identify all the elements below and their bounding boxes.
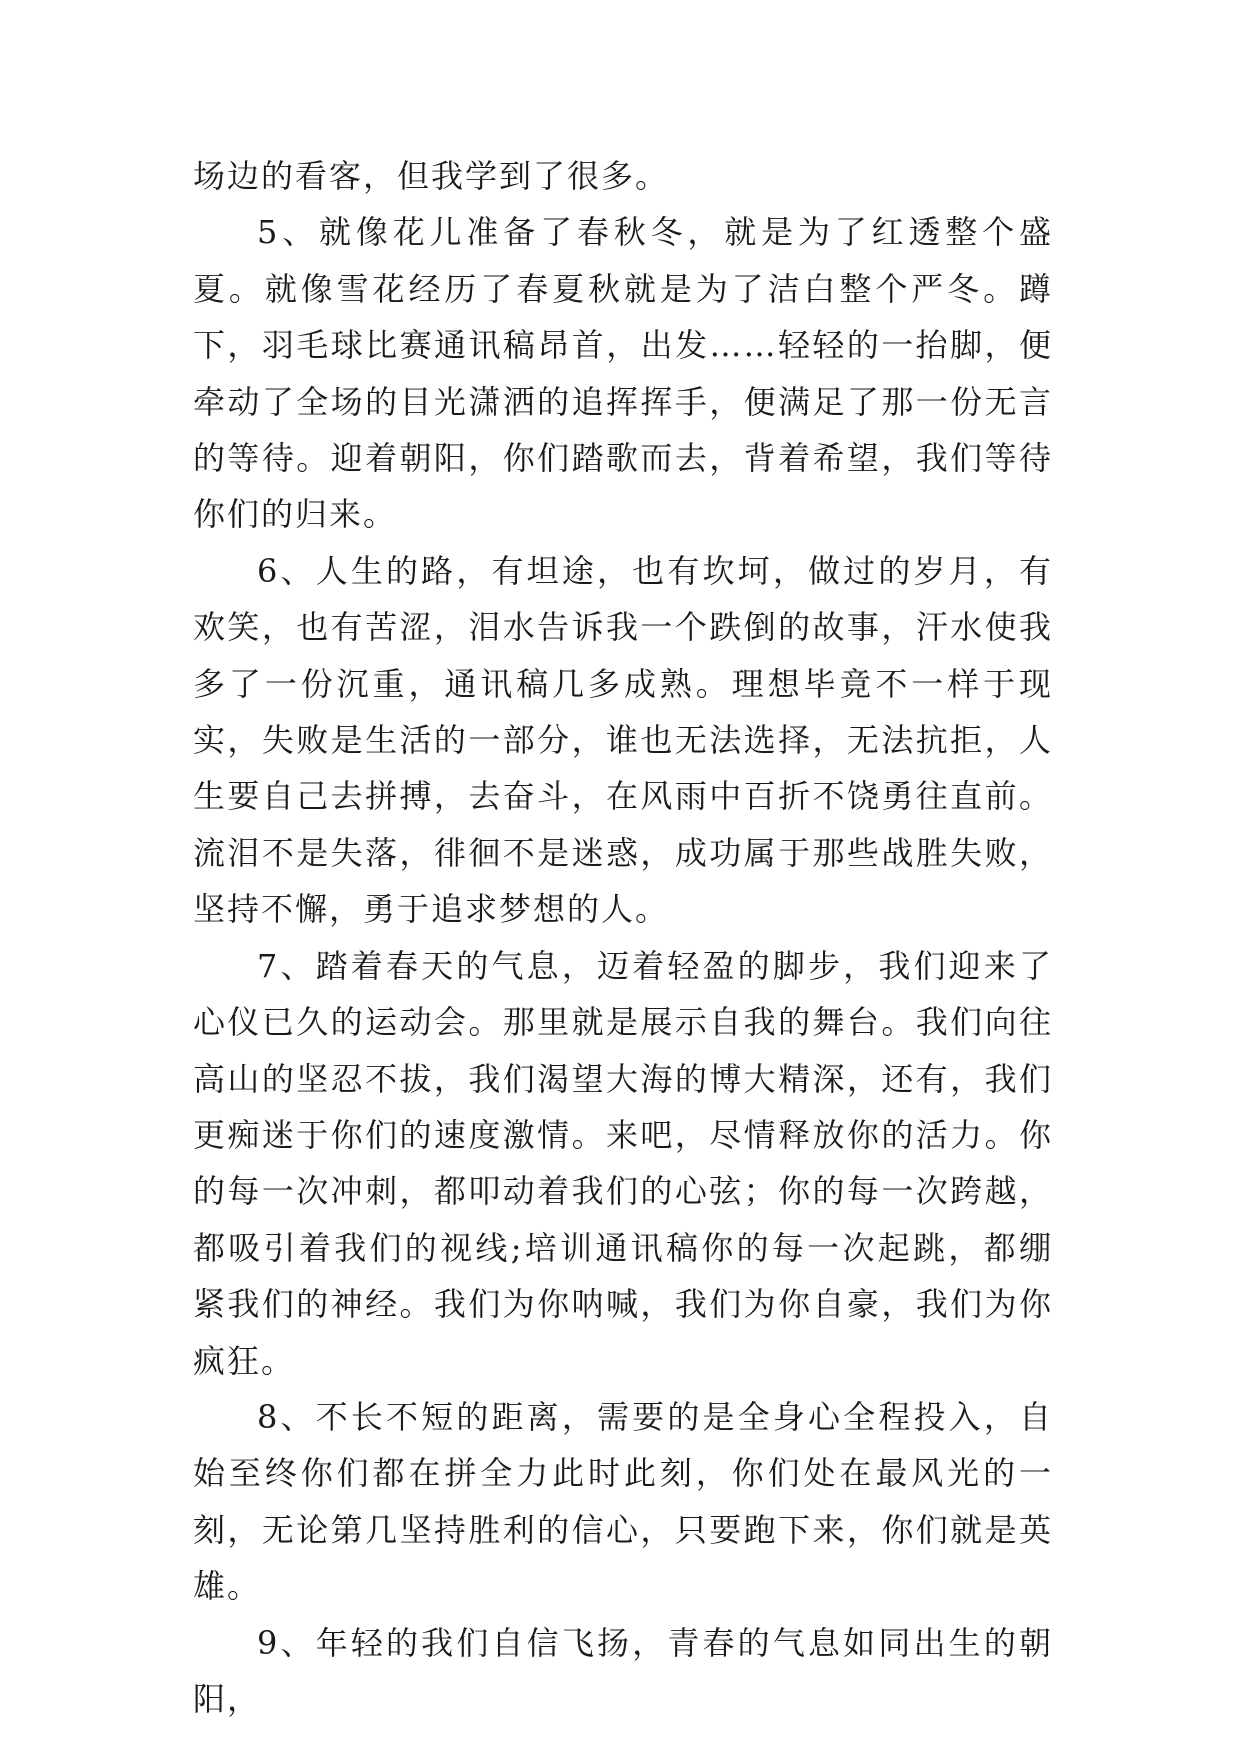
paragraph-6: 6、人生的路，有坦途，也有坎坷，做过的岁月，有欢笑，也有苦涩，泪水告诉我一个跌倒的故事，汗水使我多了一份沉重，通讯稿几多成熟。理想毕竟不一样于现实，失败是生活的一部分，谁也无法选择，无法抗拒，人生要自己去拼搏，去奋斗，在风雨中百折不饶勇往直前。流泪不是失落，徘徊不是迷惑，成功属于那些战胜失败，坚持不懈，勇于追求梦想的人。 bbox=[193, 551, 1053, 929]
paragraph-7: 7、踏着春天的气息，迈着轻盈的脚步，我们迎来了心仪已久的运动会。那里就是展示自我的舞台。我们向往高山的坚忍不拔，我们渴望大海的博大精深，还有，我们更痴迷于你们的速度激情。来吧，尽情释放你的活力。你的每一次冲刺，都叩动着我们的心弦；你的每一次跨越，都吸引着我们的视线;培训通讯稿你的每一次起跳，都绷紧我们的神经。我们为你呐喊，我们为你自豪，我们为你疯狂。 bbox=[193, 946, 1053, 1380]
paragraph-8: 8、不长不短的距离，需要的是全身心全程投入，自始至终你们都在拼全力此时此刻，你们处在最风光的一刻，无论第几坚持胜利的信心，只要跑下来，你们就是英雄。 bbox=[193, 1397, 1053, 1606]
paragraph-9: 9、年轻的我们自信飞扬，青春的气息如同出生的朝阳， bbox=[193, 1623, 1053, 1718]
document-body bbox=[193, 148, 1053, 1727]
paragraph-continuation: 场边的看客，但我学到了很多。 bbox=[193, 157, 670, 195]
paragraph-5: 5、就像花儿准备了春秋冬，就是为了红透整个盛夏。就像雪花经历了春夏秋就是为了洁白整个严冬。蹲下，羽毛球比赛通讯稿昂首，出发……轻轻的一抬脚，便牵动了全场的目光潇洒的追挥挥手，便满足了那一份无言的等待。迎着朝阳，你们踏歌而去，背着希望，我们等待你们的归来。 bbox=[193, 213, 1053, 534]
